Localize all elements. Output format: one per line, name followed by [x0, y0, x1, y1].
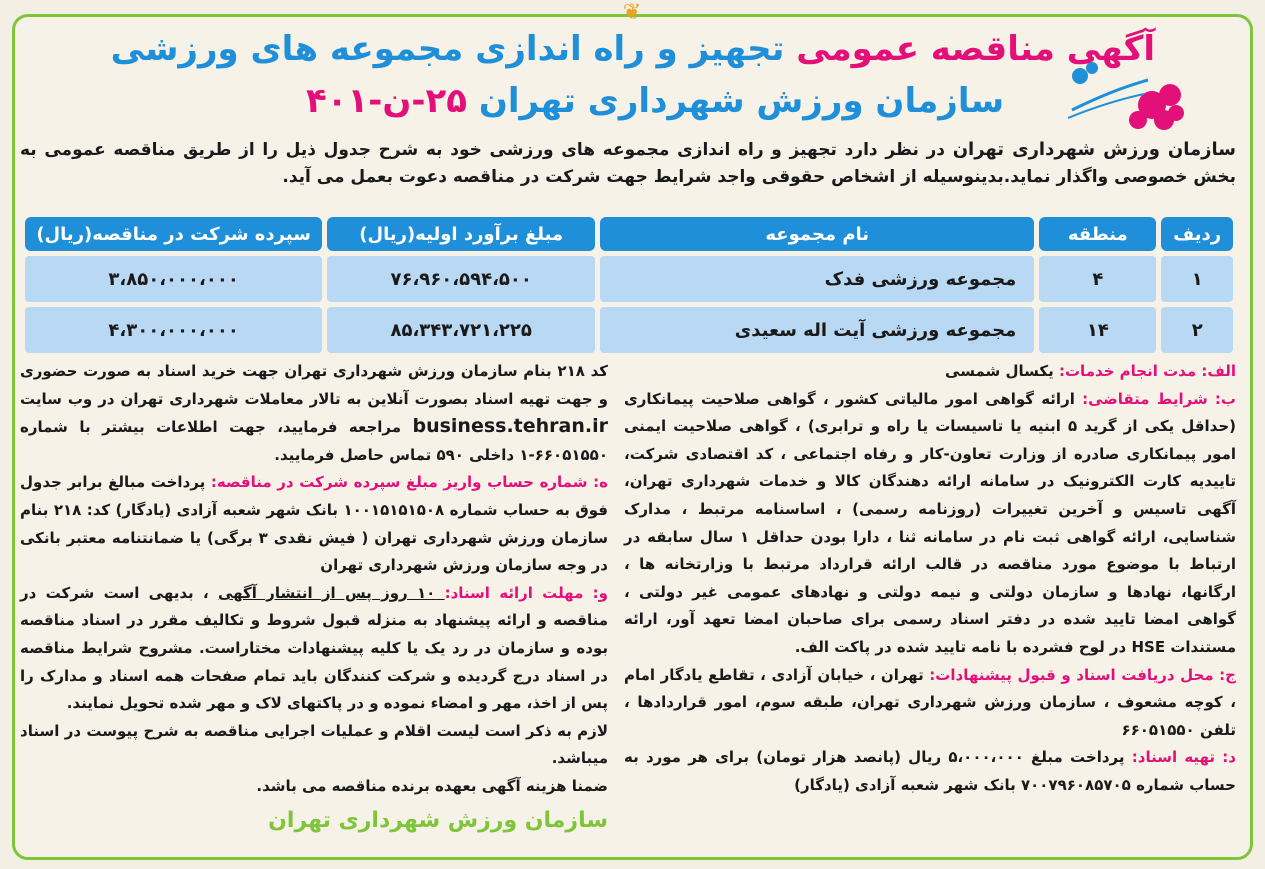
table-row [25, 256, 1233, 302]
section-j [624, 662, 1236, 745]
header-row-number: ردیف [1161, 217, 1233, 251]
ad-cost-note: ضمنا هزینه آگهی بعهده برنده مناقصه می باشد. [256, 776, 608, 795]
complex-name: مجموعه ورزشی فدک [600, 256, 1034, 302]
deposit-amount: ۳،۸۵۰،۰۰۰،۰۰۰ [25, 256, 322, 302]
items-note: لازم به ذکر است لیست اقلام و عملیات اجرایی مناقصه به شرح پیوست در اسناد میباشد. [20, 721, 608, 768]
estimate-amount: ۷۶،۹۶۰،۵۹۴،۵۰۰ [327, 256, 595, 302]
section-b [624, 386, 1236, 662]
right-column [624, 358, 1236, 800]
tender-table [20, 212, 1238, 358]
section-d-text: پرداخت مبلغ ۵،۰۰۰،۰۰۰ ریال (پانصد هزار تومان) برای هر مورد به حساب شماره ۷۰۰۷۹۶۰۸۵۷۰۵ بانک شهر شعبه آزادی (یادگار) [624, 748, 1236, 794]
purchase-text-a: کد ۲۱۸ بنام سازمان ورزش شهرداری تهران جهت خرید اسناد به صورت حضوری و جهت تهیه اسناد بصورت آنلاین به تالار معاملات شهرداری تهران در وب سایت [20, 362, 608, 408]
section-a-text: یکسال شمسی [945, 362, 1059, 380]
estimate-amount: ۸۵،۳۴۳،۷۲۱،۲۲۵ [327, 307, 595, 353]
flower-ornament-icon: ❦ [622, 0, 642, 25]
table-row [25, 307, 1233, 353]
header-estimate: مبلغ برآورد اولیه(ریال) [327, 217, 595, 251]
section-a [624, 358, 1236, 386]
left-column [20, 358, 608, 834]
section-v-text: ، بدیهی است شرکت در مناقصه و ارائه پیشنهاد به منزله قبول شروط و تکالیف مقرر در اسناد مناقصه بوده و سازمان در رد یک یا کلیه پیشنهادات مختاراست. مشروح شرایط مناقصه در اسناد درج گردیده و شرکت کنندگان باید تمام صفحات همه اسناد و مدارک را پس از اخذ، مهر و امضاء نموده و در پاکتهای لاک و مهر شده تحویل نمایند. [20, 583, 608, 713]
deadline-text: ۱۰ روز پس از انتشار آگهی [217, 583, 445, 602]
section-h-text: پرداخت مبالغ برابر جدول فوق به حساب شماره ۱۰۰۱۵۱۵۱۵۰۸ بانک شهر شعبه آزادی (یادگار) کد: ۲۱۸ بنام سازمان ورزش شهرداری تهران ( فیش نقدی ۳ برگی) یا ضمانتنامه معتبر بانکی در وجه سازمان ورزش شهرداری تهران [20, 473, 608, 575]
title-org: سازمان ورزش شهرداری تهران [478, 81, 1005, 121]
complex-name: مجموعه ورزشی آیت اله سعیدی [600, 307, 1034, 353]
section-v-label: و: مهلت ارائه اسناد: [444, 583, 608, 602]
district: ۱۴ [1039, 307, 1156, 353]
signature-org: سازمان ورزش شهرداری تهران [268, 807, 608, 833]
purchase-text-b: مراجعه فرمایید، جهت اطلاعات بیشتر با شماره ۶۶۰۵۱۵۵۰-۱ داخلی ۵۹۰ تماس حاصل فرمایید. [20, 418, 608, 464]
header-district: منطقه [1039, 217, 1156, 251]
district: ۴ [1039, 256, 1156, 302]
section-v [20, 580, 608, 718]
table-header-row [25, 217, 1233, 251]
notice-title-line1 [110, 24, 1155, 74]
intro-org: سازمان ورزش شهرداری تهران [952, 139, 1236, 160]
header-complex-name: نام مجموعه [600, 217, 1034, 251]
section-h-label: ه: شماره حساب واریز مبلغ سپرده شرکت در مناقصه: [210, 473, 608, 492]
section-h [20, 469, 608, 579]
deposit-amount: ۴،۳۰۰،۰۰۰،۰۰۰ [25, 307, 322, 353]
section-j-label: ج: محل دریافت اسناد و قبول پیشنهادات: [929, 665, 1236, 684]
section-d [624, 744, 1236, 799]
header-deposit: سپرده شرکت در مناقصه(ریال) [25, 217, 322, 251]
notice-body [20, 358, 1236, 848]
intro-text: در نظر دارد تجهیز و راه اندازی مجموعه های ورزشی خود به شرح جدول ذیل را از طریق مناقصه عمومی به بخش خصوصی واگذار نماید.بدینوسیله از اشخاص حقوقی واجد شرایط جهت شرکت در مناقصه دعوت بعمل می آید. [20, 140, 1236, 187]
row-number: ۲ [1161, 307, 1233, 353]
website-link[interactable]: business.tehran.ir [412, 415, 608, 438]
section-b-label: ب: شرایط متقاضی: [1082, 389, 1236, 408]
section-a-label: الف: مدت انجام خدمات: [1058, 362, 1236, 380]
section-d-label: د: تهیه اسناد: [1131, 748, 1236, 767]
title-blue-part: تجهیز و راه اندازی مجموعه های ورزشی [110, 29, 785, 69]
section-d-continued [20, 358, 608, 469]
notice-title-line2 [155, 76, 1155, 126]
row-number: ۱ [1161, 256, 1233, 302]
title-red-part: آگهی مناقصه عمومی [796, 29, 1155, 69]
tender-number: ۲۵-ن-۴۰۱ [305, 81, 467, 121]
intro-paragraph [20, 136, 1236, 191]
section-b-text: ارائه گواهی امور مالیاتی کشور ، گواهی صلاحیت پیمانکاری (حداقل یکی از گرید ۵ ابنیه یا تاسیسات یا راه و ترابری) ، گواهی صلاحیت ایمنی امور پیمانکاری صادره از وزارت تعاون-کار و رفاه اجتماعی ، کد اقتصادی شرکت، تاییدیه کارت الکترونیک در سامانه ارائه دهندگان کالا و خدمات شهرداری تهران، آگهی تاسیس و آخرین تغییرات (روزنامه رسمی) ، اساسنامه مرتبط ، مدارک شناسایی، ارائه گواهی ثبت نام در سامانه ثنا ، دارا بودن حداقل ۱ سال سابقه در ارتباط با موضوع مورد مناقصه در قالب ارائه قرارداد مرتبط با وزارتخانه ها ، ارگانها، نهادها و سازمان دولتی و نیمه دولتی و نهادهای عمومی غیر دولتی ، گواهی امضا تایید شده در دفتر اسناد رسمی برای صاحبان امضا تعهد آور، ارائه مستندات HSE در لوح فشرده با نامه تایید شده در پاکت الف. [624, 389, 1236, 656]
section-j-text: تهران ، خیابان آزادی ، تقاطع یادگار امام ، کوچه مشعوف ، سازمان ورزش شهرداری تهران، طبقه سوم، امور قراردادها ، تلفن ۶۶۰۵۱۵۵۰ [624, 665, 1236, 739]
